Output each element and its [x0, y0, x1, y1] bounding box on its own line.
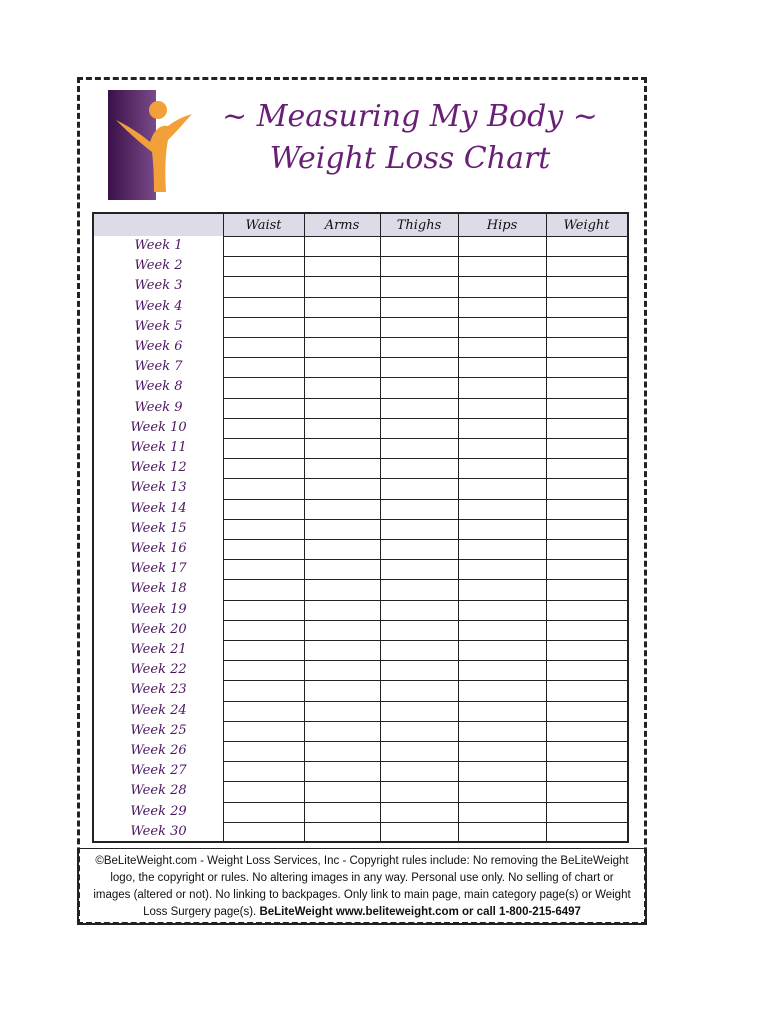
- row-divider: [223, 802, 627, 803]
- row-label: Week 24: [130, 702, 187, 718]
- copyright-footer: [77, 848, 647, 925]
- row-divider: [223, 377, 627, 378]
- column-header-waist: Waist: [245, 218, 282, 233]
- row-divider: [223, 822, 627, 823]
- row-label: Week 11: [130, 440, 187, 455]
- row-label: Week 21: [130, 642, 187, 657]
- measurement-table: [92, 212, 629, 843]
- row-label: Week 5: [134, 318, 183, 334]
- row-label: Week 10: [130, 419, 187, 435]
- row-label: Week 15: [130, 520, 187, 536]
- row-divider: [223, 539, 627, 540]
- column-header-weight: Weight: [563, 218, 610, 233]
- row-label: Week 16: [130, 541, 187, 556]
- row-label: Week 17: [130, 561, 187, 577]
- row-divider: [223, 660, 627, 661]
- row-label: Week 20: [130, 621, 187, 637]
- header-separator: [380, 214, 381, 236]
- copyright-text: ©BeLiteWeight.com - Weight Loss Services, Inc - Copyright rules include: No removing the BeLiteWeight logo, the copyright or rules. No altering images in any way. Personal use only. No selling of chart or images (altered or not). No linking to backpages. Only link to main page, main category page(s) or Weight Loss Surgery page(s).: [93, 855, 631, 918]
- header-separator: [458, 214, 459, 236]
- row-label: Week 9: [134, 399, 183, 415]
- person-raised-arms-logo-icon: [106, 90, 196, 200]
- row-divider: [223, 701, 627, 702]
- row-divider: [223, 236, 627, 237]
- header-separator: [223, 214, 224, 236]
- row-divider: [223, 458, 627, 459]
- row-divider: [223, 398, 627, 399]
- row-label: Week 7: [134, 359, 183, 375]
- row-label: Week 8: [134, 379, 183, 395]
- row-label: Week 1: [134, 238, 183, 253]
- row-divider: [223, 640, 627, 641]
- copyright-contact: BeLiteWeight www.beliteweight.com or call 1-800-215-6497: [259, 906, 581, 918]
- row-divider: [223, 297, 627, 298]
- row-divider: [223, 317, 627, 318]
- row-divider: [223, 579, 627, 580]
- row-label: Week 4: [134, 298, 183, 314]
- row-label: Week 25: [130, 722, 187, 738]
- row-label: Week 13: [130, 480, 187, 496]
- row-divider: [223, 721, 627, 722]
- row-divider: [223, 499, 627, 500]
- row-label: Week 19: [130, 601, 187, 617]
- row-label: Week 30: [130, 823, 187, 839]
- row-label: Week 6: [134, 339, 183, 354]
- row-divider: [223, 680, 627, 681]
- row-divider: [223, 478, 627, 479]
- row-label: Week 29: [130, 803, 187, 819]
- row-divider: [223, 761, 627, 762]
- row-label: Week 12: [130, 460, 187, 476]
- row-divider: [223, 276, 627, 277]
- row-divider: [223, 357, 627, 358]
- row-label: Week 2: [134, 258, 183, 274]
- row-divider: [223, 620, 627, 621]
- title-line-2: Weight Loss Chart: [269, 141, 551, 176]
- row-divider: [223, 256, 627, 257]
- row-label: Week 28: [130, 783, 187, 799]
- row-label: Week 23: [130, 682, 187, 698]
- row-divider: [223, 438, 627, 439]
- row-divider: [223, 781, 627, 782]
- row-label: Week 22: [130, 662, 187, 678]
- column-header-hips: Hips: [486, 218, 518, 233]
- header-separator: [304, 214, 305, 236]
- row-label: Week 27: [130, 763, 187, 779]
- row-divider: [223, 741, 627, 742]
- row-divider: [223, 418, 627, 419]
- row-label: Week 26: [130, 743, 187, 758]
- page-title: [200, 96, 620, 180]
- row-label: Week 18: [130, 581, 187, 597]
- column-header-arms: Arms: [324, 218, 360, 233]
- row-divider: [223, 559, 627, 560]
- column-header-thighs: Thighs: [396, 218, 442, 233]
- row-divider: [223, 519, 627, 520]
- header-separator: [546, 214, 547, 236]
- row-divider: [223, 600, 627, 601]
- row-label: Week 3: [134, 278, 183, 294]
- row-divider: [223, 337, 627, 338]
- title-line-1: ~ Measuring My Body ~: [222, 99, 598, 134]
- row-label: Week 14: [130, 500, 187, 516]
